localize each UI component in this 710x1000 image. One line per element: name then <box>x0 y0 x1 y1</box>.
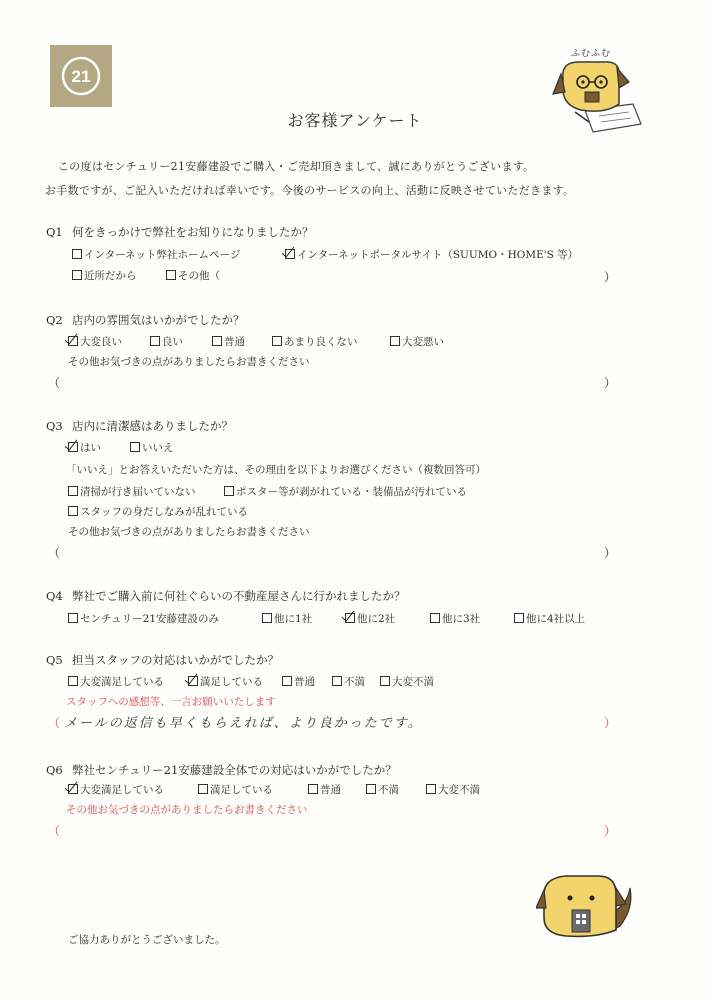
q1-option-other[interactable] <box>166 268 220 283</box>
option-label: いいえ <box>142 442 174 454</box>
checkbox[interactable] <box>390 336 400 346</box>
checkbox[interactable] <box>166 270 176 280</box>
option-label: 良い <box>162 336 183 348</box>
checkbox[interactable] <box>72 270 82 280</box>
option-label: 大変不満 <box>438 784 480 796</box>
option-label: 大変不満 <box>392 676 434 688</box>
paren-close: ） <box>604 376 617 390</box>
q1-option-neighborhood[interactable] <box>72 268 137 283</box>
option-label: 不満 <box>378 784 399 796</box>
checkbox[interactable] <box>68 676 78 686</box>
q2-option-normal[interactable] <box>212 334 245 349</box>
q5-handwritten-comment: メールの返信も早くもらえれば、より良かったです。 <box>64 716 423 731</box>
paren-open: （ <box>48 376 61 390</box>
q6-option-very-satisfied[interactable] <box>68 782 164 797</box>
checkbox[interactable] <box>366 784 376 794</box>
q4-option-4plus[interactable] <box>514 611 585 626</box>
question-number: Q2 <box>46 313 63 327</box>
q1-option-portal[interactable] <box>285 247 578 262</box>
century21-logo-icon <box>50 45 112 107</box>
checkbox-checked[interactable] <box>68 784 78 794</box>
option-label: 普通 <box>224 336 245 348</box>
q6-option-dissatisfied[interactable] <box>366 782 399 797</box>
option-label: 大変悪い <box>402 336 444 348</box>
option-label: 他に3社 <box>442 613 481 625</box>
q6-option-normal[interactable] <box>308 782 341 797</box>
q4-option-3[interactable] <box>430 611 480 626</box>
checkbox[interactable] <box>426 784 436 794</box>
question-4 <box>46 588 406 604</box>
paren-open: （ <box>48 824 61 838</box>
paren-open: （ <box>48 716 61 730</box>
option-label: 他に4社以上 <box>526 613 586 625</box>
q6-option-satisfied[interactable] <box>198 782 273 797</box>
q5-option-dissatisfied[interactable] <box>332 674 365 689</box>
logo-ring-icon <box>59 54 103 98</box>
q3-reason-posters[interactable] <box>224 484 467 499</box>
q5-option-normal[interactable] <box>282 674 315 689</box>
checkbox[interactable] <box>212 336 222 346</box>
option-label: 満足している <box>210 784 273 796</box>
q2-option-good[interactable] <box>150 334 183 349</box>
q4-option-1[interactable] <box>262 611 312 626</box>
option-label: 大変良い <box>80 336 122 348</box>
checkbox-checked[interactable] <box>285 249 295 259</box>
checkbox[interactable] <box>68 613 78 623</box>
q3-reason-staff-appearance[interactable] <box>68 504 248 519</box>
question-number: Q1 <box>46 225 63 239</box>
option-label: 他に1社 <box>274 613 313 625</box>
q6-option-very-dissatisfied[interactable] <box>426 782 480 797</box>
option-label: その他（ <box>178 270 220 282</box>
question-5 <box>46 652 279 668</box>
paren-close: ） <box>604 716 617 730</box>
option-label: 大変満足している <box>80 784 164 796</box>
q5-option-satisfied[interactable] <box>188 674 263 689</box>
checkbox-checked[interactable] <box>188 676 198 686</box>
checkbox[interactable] <box>130 442 140 452</box>
checkbox[interactable] <box>380 676 390 686</box>
q2-option-very-bad[interactable] <box>390 334 444 349</box>
checkbox[interactable] <box>282 676 292 686</box>
checkbox[interactable] <box>224 486 234 496</box>
paren-close: ） <box>604 824 617 838</box>
option-label: 清掃が行き届いていない <box>80 486 196 498</box>
q3-option-no[interactable] <box>130 440 174 455</box>
checkbox[interactable] <box>68 506 78 516</box>
question-number: Q4 <box>46 589 63 603</box>
dog-mascot-house-icon <box>536 868 636 940</box>
checkbox[interactable] <box>68 486 78 496</box>
checkbox[interactable] <box>262 613 272 623</box>
checkbox[interactable] <box>72 249 82 259</box>
question-2 <box>46 312 245 328</box>
option-label: あまり良くない <box>284 336 358 348</box>
option-label: インターネット弊社ホームページ <box>84 249 241 261</box>
checkbox[interactable] <box>198 784 208 794</box>
q3-option-yes[interactable] <box>68 440 101 455</box>
checkbox[interactable] <box>272 336 282 346</box>
question-6 <box>46 762 397 778</box>
mascot-bubble-text: ふむふむ <box>571 49 612 59</box>
option-label: はい <box>80 442 101 454</box>
question-text: 弊社でご購入前に何社ぐらいの不動産屋さんに行かれましたか？ <box>72 589 406 603</box>
checkbox[interactable] <box>514 613 524 623</box>
option-label: センチュリー21安藤建設のみ <box>80 613 220 625</box>
q4-option-2[interactable] <box>345 611 395 626</box>
checkbox[interactable] <box>308 784 318 794</box>
q2-option-not-good[interactable] <box>272 334 358 349</box>
q5-comment-prompt: スタッフへの感想等、一言お願いいたします <box>66 696 276 708</box>
logo-text: 21 <box>71 67 91 86</box>
option-label: 満足している <box>200 676 263 688</box>
question-number: Q5 <box>46 653 63 667</box>
q6-comment-prompt: その他お気づきの点がありましたらお書きください <box>66 804 308 816</box>
question-3 <box>46 418 233 434</box>
option-label: 他に2社 <box>357 613 396 625</box>
q3-reason-cleaning[interactable] <box>68 484 196 499</box>
checkbox[interactable] <box>430 613 440 623</box>
question-text: 担当スタッフの対応はいかがでしたか？ <box>72 653 279 667</box>
checkbox-checked[interactable] <box>68 442 78 452</box>
question-text: 店内に清潔感はありましたか？ <box>72 419 233 433</box>
option-label: 不満 <box>344 676 365 688</box>
paren-open: （ <box>48 546 61 560</box>
q2-comment-prompt: その他お気づきの点がありましたらお書きください <box>68 356 310 368</box>
closing-text: ご協力ありがとうございました。 <box>68 934 226 946</box>
q3-comment-prompt: その他お気づきの点がありましたらお書きください <box>68 526 310 538</box>
option-label: 近所だから <box>84 270 137 282</box>
checkbox-checked[interactable] <box>345 613 355 623</box>
question-text: 弊社センチュリー21安藤建設全体での対応はいかがでしたか？ <box>72 763 397 777</box>
option-label: インターネットポータルサイト（SUUMO・HOME'S 等） <box>297 249 579 261</box>
intro-line-1: この度はセンチュリー21安藤建設でご購入・ご売却頂きまして、誠にありがとうございます。 <box>58 160 535 173</box>
q4-option-only-us[interactable] <box>68 611 219 626</box>
option-label: スタッフの身だしなみが乱れている <box>80 506 248 518</box>
q5-option-very-satisfied[interactable] <box>68 674 164 689</box>
question-text: 店内の雰囲気はいかがでしたか？ <box>72 313 245 327</box>
option-label: 大変満足している <box>80 676 164 688</box>
q2-option-very-good[interactable] <box>68 334 122 349</box>
question-number: Q3 <box>46 419 63 433</box>
page-title: お客様アンケート <box>287 111 423 130</box>
intro-line-2: お手数ですが、ご記入いただければ幸いです。今後のサービスの向上、活動に反映させていただきます。 <box>45 184 575 197</box>
option-label: ポスター等が剥がれている・装備品が汚れている <box>236 486 467 498</box>
option-label: 普通 <box>320 784 341 796</box>
question-1 <box>46 224 314 240</box>
checkbox[interactable] <box>150 336 160 346</box>
q3-sub-prompt: 「いいえ」とお答えいただいた方は、その理由を以下よりお選びください（複数回答可） <box>66 464 486 476</box>
option-label: 普通 <box>294 676 315 688</box>
checkbox[interactable] <box>332 676 342 686</box>
paren-close: ） <box>604 546 617 560</box>
question-text: 何をきっかけで弊社をお知りになりましたか？ <box>72 225 314 239</box>
checkbox-checked[interactable] <box>68 336 78 346</box>
question-number: Q6 <box>46 763 63 777</box>
q1-option-homepage[interactable] <box>72 247 240 262</box>
q5-option-very-dissatisfied[interactable] <box>380 674 434 689</box>
paren-close: ） <box>604 270 617 284</box>
